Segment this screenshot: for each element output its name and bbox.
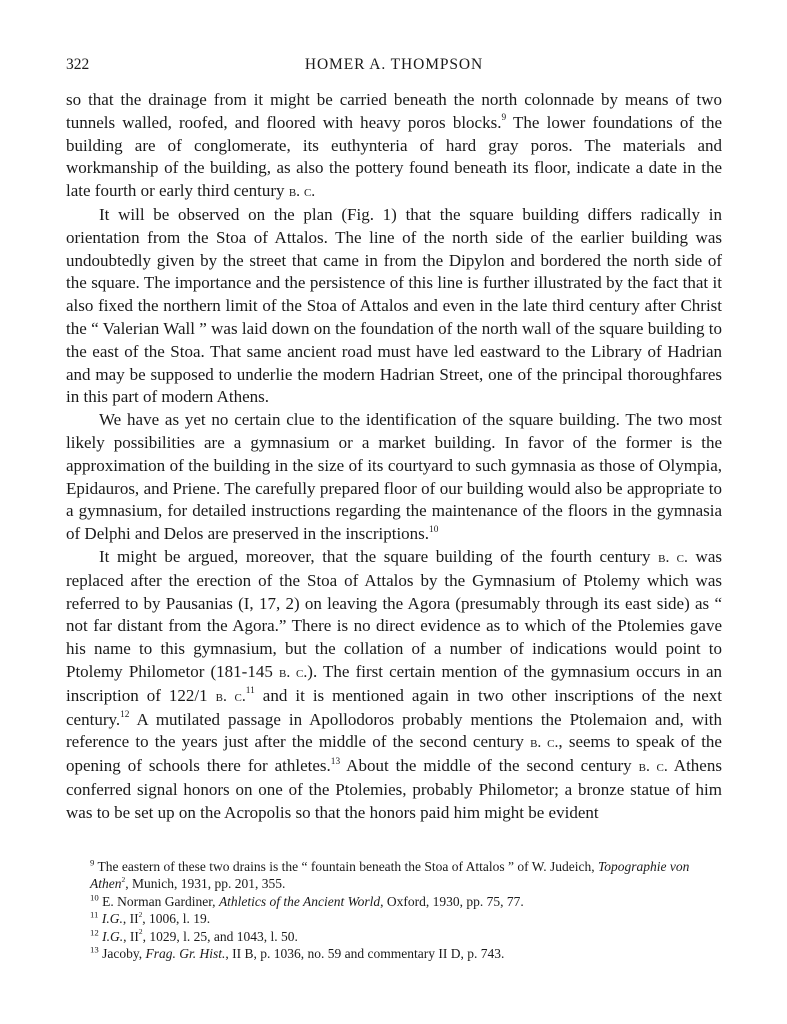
p3-text: We have as yet no certain clue to the identification of the square building. The two most likely possibilities are a gymnasium or a market building. In favor of the former is the approximation of the building in the size of its courtyard to such gymnasia as those of Olympia, Epidauros, and Priene. The carefully prepared floor of our building would also be appropriate to a gymnasium, for detailed instructions regarding the maintenance of the floors in the gymnasia of Delphi and Delos are preserved in the inscriptions.	[66, 410, 722, 544]
footnote-9	[66, 858, 722, 893]
footnote-ref-13[interactable]: 13	[330, 756, 341, 767]
footnote-text: , II B, p. 1036, no. 59 and commentary II D, p. 743.	[225, 946, 505, 962]
paragraph-1	[66, 89, 722, 204]
main-text	[66, 89, 722, 825]
footnote-ref-9[interactable]: 9	[501, 113, 507, 124]
era-abbrev: b. c.	[288, 183, 316, 201]
footnote-ref-10[interactable]: 10	[429, 524, 439, 535]
footnote-text: , II	[122, 911, 139, 927]
footnote-10	[66, 893, 722, 910]
page-number: 322	[66, 56, 90, 73]
paragraph-3	[66, 409, 722, 546]
footnote-ref-11[interactable]: 11	[245, 686, 255, 697]
footnote-title: Topographie von Athen	[90, 859, 690, 892]
era-abbrev: b. c.	[638, 758, 668, 776]
footnote-number: 10	[90, 892, 99, 903]
footnote-number: 9	[90, 857, 95, 868]
footnote-ref-12[interactable]: 12	[120, 709, 130, 720]
running-head: HOMER A. THOMPSON	[304, 56, 484, 73]
footnote-text: , Oxford, 1930, pp. 75, 77.	[380, 893, 524, 909]
edition-superscript: 2	[138, 927, 143, 937]
page-header	[66, 56, 722, 78]
p4-text-d: and it is mentioned again in two other inscriptions of the next century.	[66, 685, 722, 729]
p4-text-b: was replaced after the erection of the Stoa of Attalos by the Gymnasium of Ptolemy which was referred to by Pausanias (I, 17, 2) on leaving the Agora (presumably through its east side) as “ not far distant from the Agora.” There is no direct evidence as to which of the Ptolemies gave his name to this gymnasium, but the collation of a number of indications would point to Ptolemy Philometor (181-145	[66, 546, 722, 681]
footnote-12	[66, 928, 722, 945]
footnote-text: , 1006, l. 19.	[142, 911, 211, 927]
edition-superscript: 2	[138, 909, 143, 919]
p4-text-e: A mutilated passage in Apollodoros probably mentions the Ptolemaion and, with reference to the years just after the middle of the second century	[66, 709, 722, 752]
paragraph-2: It will be observed on the plan (Fig. 1) that the square building differs radically in orientation from the Stoa of Attalos. The line of the north side of the earlier building was undoubtedly given by the street that came in from the Dipylon and bordered the north side of the square. The importance and the persistence of this line is further illustrated by the fact that it also fixed the northern limit of the Stoa of Attalos and even in the late third century after Christ the “ Valerian Wall ” was laid down on the foundation of the north wall of the square building to the east of the Stoa. That same ancient road must have led eastward to the Library of Hadrian and may be supposed to underlie the modern Hadrian Street, one of the principal thoroughfares in this part of modern Athens.	[66, 204, 722, 407]
footnote-title: Athletics of the Ancient World	[218, 893, 381, 909]
p1-text-a: so that the drainage from it might be carried beneath the north colonnade by means of two tunnels walled, roofed, and floored with heavy poros blocks.	[66, 90, 722, 132]
footnote-title: Frag. Gr. Hist.	[145, 946, 226, 962]
footnote-title: I.G.	[102, 928, 124, 944]
p4-text-f: , seems to speak of the opening of schools there for athletes.	[66, 732, 722, 776]
footnote-number: 13	[90, 944, 99, 955]
era-abbrev: b. c.	[215, 687, 246, 705]
footnote-title: I.G.	[101, 911, 123, 927]
footnote-text: , 1029, l. 25, and 1043, l. 50.	[142, 928, 298, 944]
footnote-text: Jacoby,	[102, 946, 146, 962]
footnote-13	[66, 945, 722, 962]
p4-text-h: Athens conferred signal honors on one of the Ptolemies, probably Philometor; a bronze statue of him was to be set up on the Acropolis so that the honors paid him might be evident	[66, 756, 722, 822]
era-abbrev: b. c.	[530, 734, 559, 752]
footnote-text: , Munich, 1931, pp. 201, 355.	[125, 876, 286, 892]
p4-text-c: ). The first certain mention of the gymnasium occurs in an inscription of 122/1	[66, 661, 722, 705]
footnote-text: E. Norman Gardiner,	[102, 893, 219, 909]
paragraph-4	[66, 546, 722, 825]
edition-superscript: 2	[121, 875, 126, 885]
footnote-number: 12	[90, 927, 99, 938]
footnote-text: The eastern of these two drains is the “ fountain beneath the Stoa of Attalos ” of W. Judeich,	[97, 859, 599, 874]
p4-text-a: It might be argued, moreover, that the square building of the fourth century	[99, 546, 659, 566]
era-abbrev: b. c.	[278, 663, 308, 681]
footnotes	[66, 858, 722, 962]
footnote-11	[66, 910, 722, 927]
p1-text-b: The lower foundations of the building are of conglomerate, its euthynteria of hard gray poros. The materials and workmanship of the building, as also the pottery found beneath its floor, indicate a date in the late fourth or early third century	[66, 112, 722, 201]
era-abbrev: b. c.	[658, 548, 688, 566]
footnote-number: 11	[90, 909, 99, 920]
footnote-text: , II	[123, 928, 139, 944]
p4-text-g: About the middle of the second century	[340, 756, 639, 776]
